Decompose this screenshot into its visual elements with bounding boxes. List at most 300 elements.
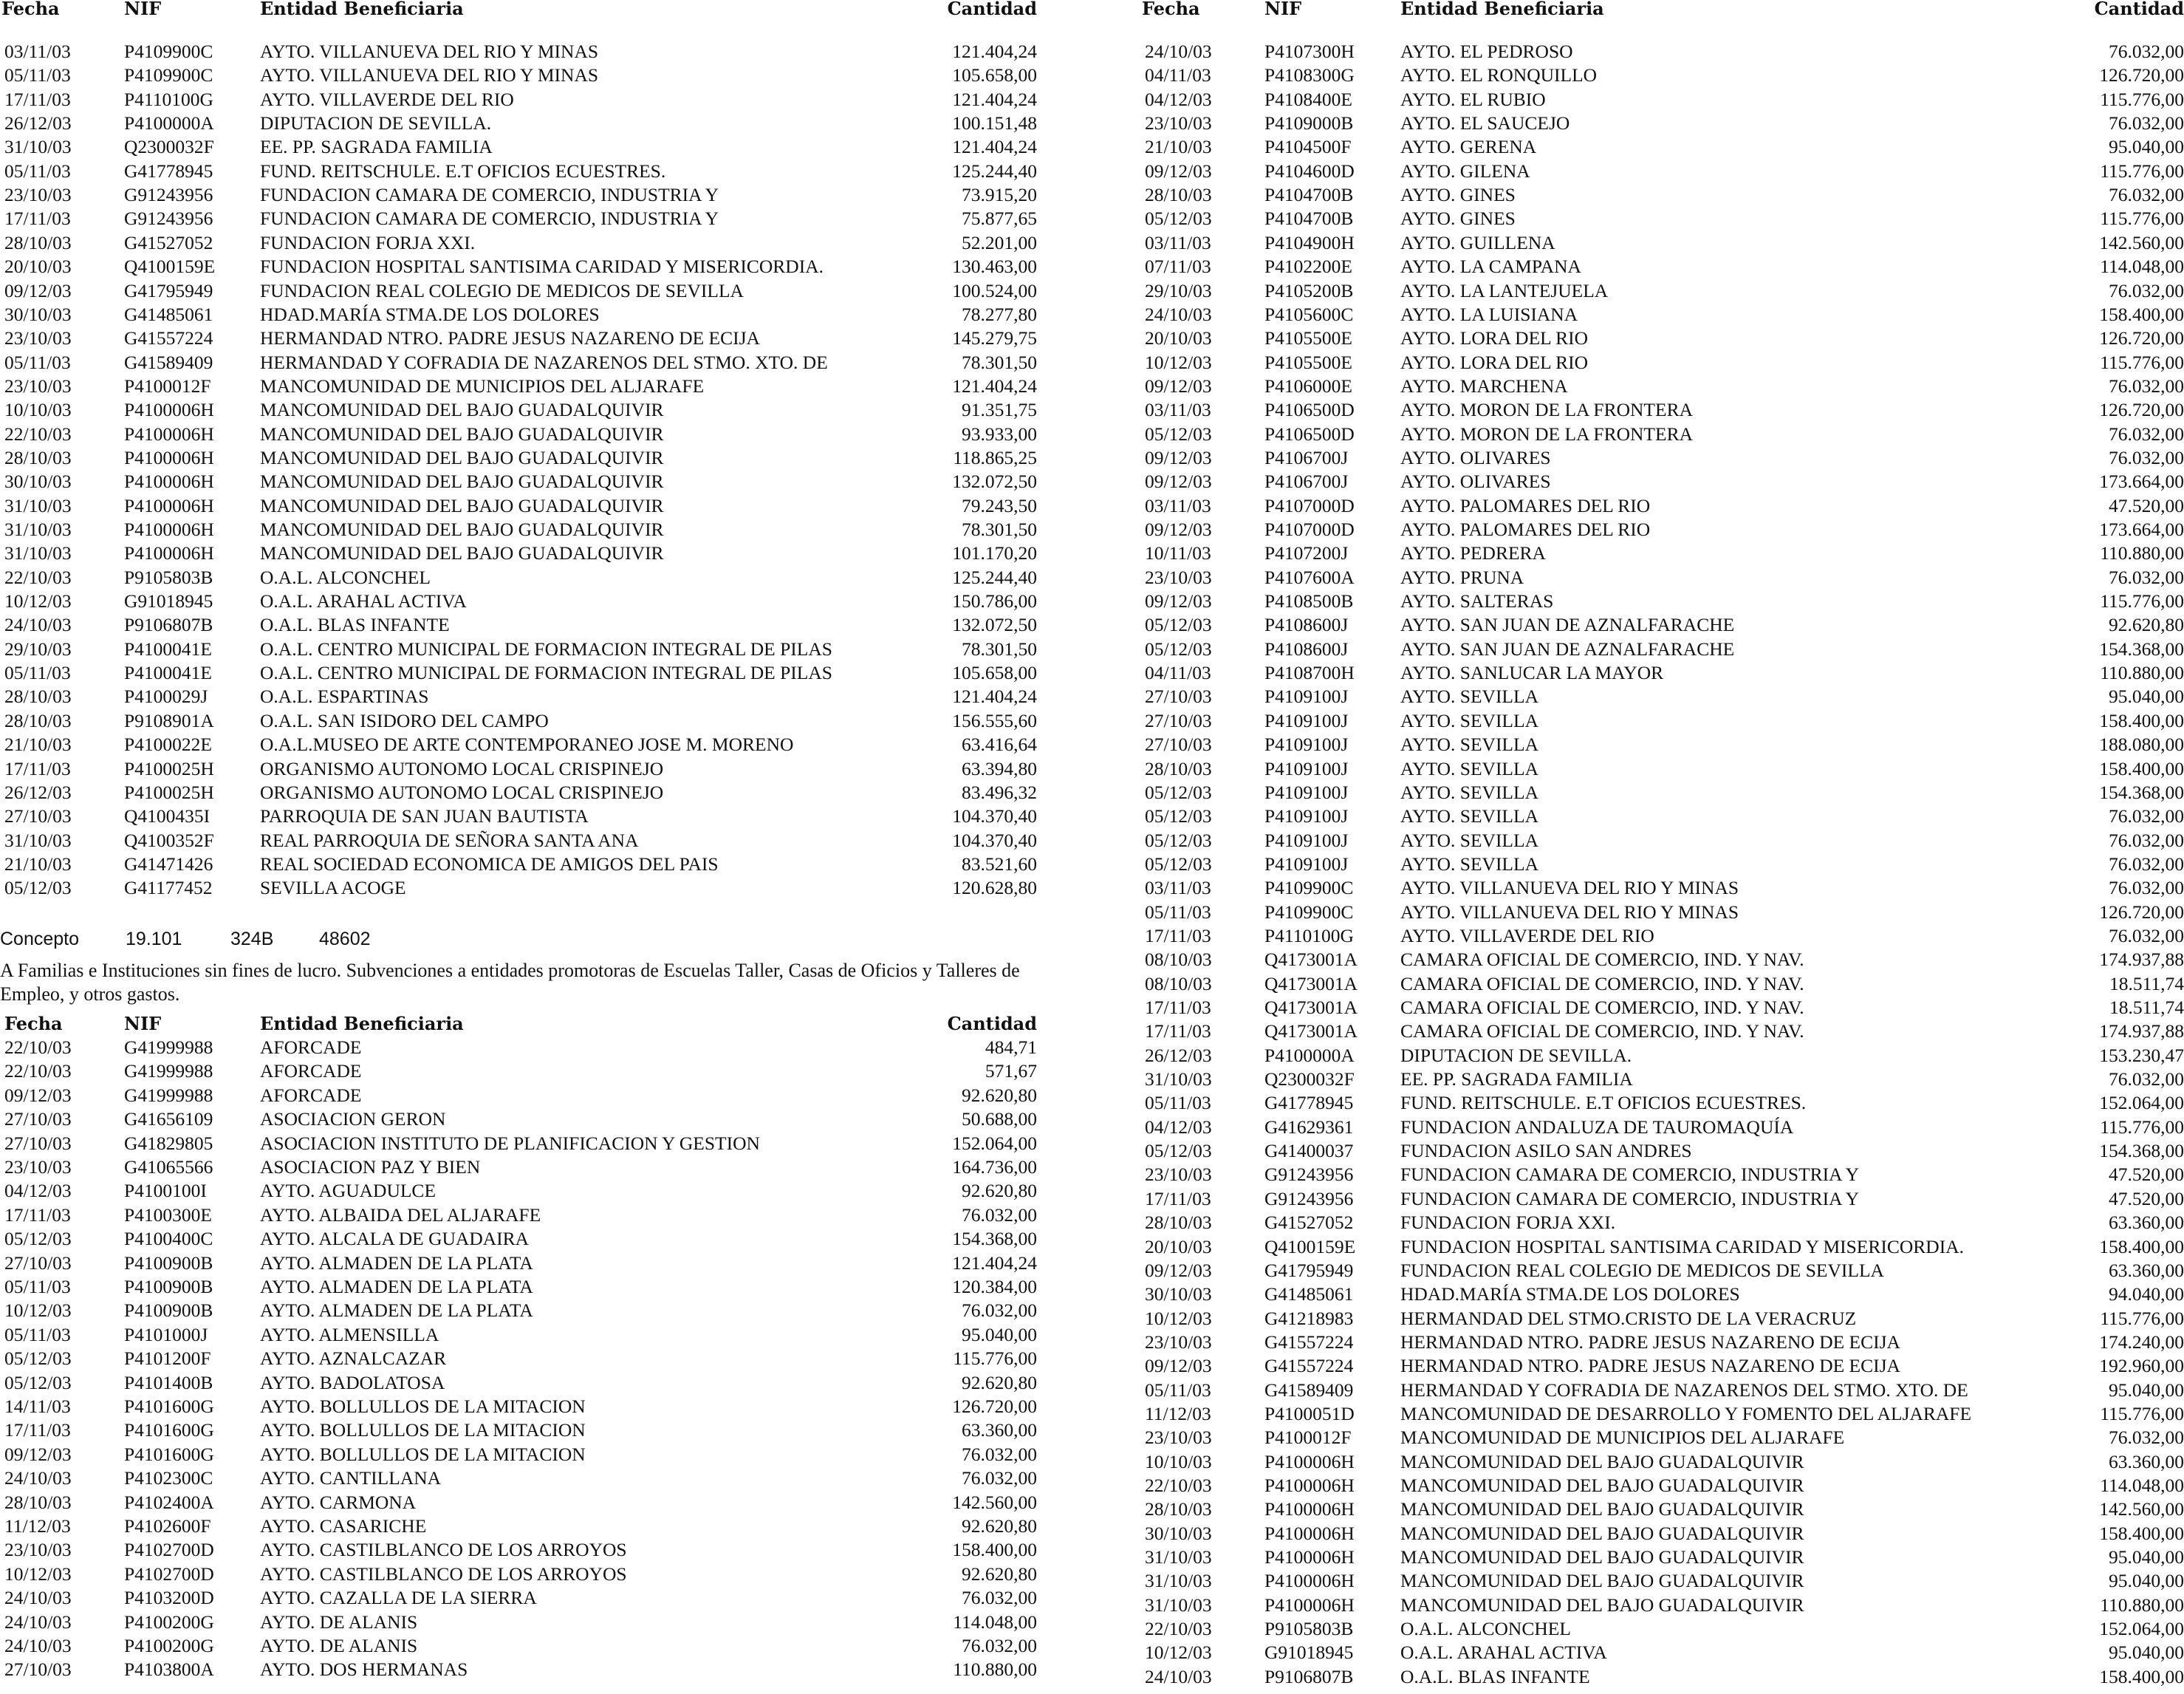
table-row (0, 135, 1046, 159)
row-entidad: MANCOMUNIDAD DEL BAJO GUADALQUIVIR (260, 494, 664, 516)
row-entidad: HERMANDAD NTRO. PADRE JESUS NAZARENO DE ECIJA (260, 327, 760, 349)
row-cantidad: 115.776,00 (2100, 160, 2184, 182)
row-entidad: AYTO. EL SAUCEJO (1400, 112, 1570, 134)
row-cantidad: 126.720,00 (2099, 327, 2184, 349)
row-nif: G41527052 (1264, 1212, 1354, 1234)
row-cantidad: 115.776,00 (2100, 351, 2184, 373)
row-fecha: 09/12/03 (1145, 1355, 1212, 1377)
row-fecha: 24/10/03 (1145, 1665, 1212, 1687)
concept-line (0, 926, 1046, 952)
row-fecha: 09/12/03 (1145, 1259, 1212, 1281)
row-fecha: 23/10/03 (1145, 1427, 1212, 1449)
row-cantidad: 76.032,00 (2109, 279, 2184, 301)
row-fecha: 23/10/03 (1145, 112, 1212, 134)
row-entidad: MANCOMUNIDAD DEL BAJO GUADALQUIVIR (260, 471, 664, 493)
row-fecha: 10/12/03 (4, 1299, 72, 1322)
row-fecha: 31/10/03 (4, 136, 72, 158)
row-fecha: 27/10/03 (1145, 709, 1212, 731)
table-row (0, 781, 1046, 805)
row-fecha: 05/12/03 (1145, 853, 1212, 875)
row-entidad: AYTO. OLIVARES (1400, 471, 1551, 493)
row-entidad: AYTO. EL RONQUILLO (1400, 64, 1598, 86)
row-entidad: O.A.L. CENTRO MUNICIPAL DE FORMACION INTEGRAL DE PILAS (260, 662, 832, 684)
table-row (0, 876, 1046, 900)
row-entidad: MANCOMUNIDAD DEL BAJO GUADALQUIVIR (260, 446, 664, 468)
row-fecha: 27/10/03 (1145, 686, 1212, 708)
row-nif: Q4100435I (124, 805, 210, 827)
row-entidad: AYTO. GERENA (1400, 136, 1537, 158)
row-entidad: O.A.L. ARAHAL ACTIVA (260, 590, 467, 612)
table-row (1140, 88, 2184, 112)
table-row (0, 423, 1046, 446)
row-fecha: 23/10/03 (1145, 566, 1212, 588)
row-nif: G41629361 (1264, 1116, 1354, 1138)
row-fecha: 22/10/03 (4, 1060, 72, 1082)
header-cantidad: Cantidad (947, 1013, 1037, 1034)
row-cantidad: 92.620,80 (962, 1562, 1037, 1585)
row-fecha: 09/12/03 (1145, 519, 1212, 540)
table-row (0, 375, 1046, 398)
table-row (0, 1491, 1046, 1514)
table-row (1140, 1091, 2184, 1115)
row-nif: P4100006H (124, 471, 214, 493)
row-fecha: 20/10/03 (1145, 327, 1212, 349)
row-fecha: 04/12/03 (1145, 1116, 1212, 1138)
row-cantidad: 158.400,00 (2099, 303, 2184, 325)
row-entidad: MANCOMUNIDAD DEL BAJO GUADALQUIVIR (1400, 1594, 1804, 1616)
row-fecha: 17/11/03 (4, 88, 71, 110)
table-row (0, 1299, 1046, 1322)
row-fecha: 17/11/03 (1145, 997, 1211, 1018)
table-row (1140, 1068, 2184, 1091)
row-fecha: 03/11/03 (1145, 231, 1211, 253)
row-cantidad: 152.064,00 (952, 1132, 1037, 1154)
row-cantidad: 95.040,00 (2109, 1570, 2184, 1592)
row-cantidad: 164.736,00 (952, 1156, 1037, 1178)
row-nif: P4100006H (1264, 1522, 1355, 1544)
table-row (0, 638, 1046, 661)
row-entidad: O.A.L. ARAHAL ACTIVA (1400, 1642, 1607, 1664)
row-nif: P4107300H (1264, 41, 1355, 62)
row-nif: P4105500E (1264, 351, 1353, 373)
row-nif: P4107000D (1264, 494, 1355, 516)
row-entidad: O.A.L. BLAS INFANTE (260, 614, 450, 636)
row-nif: G41829805 (124, 1132, 213, 1154)
row-nif: P4100006H (124, 446, 214, 468)
table-row (0, 160, 1046, 183)
row-fecha: 05/11/03 (4, 351, 71, 373)
row-cantidad: 76.032,00 (2109, 112, 2184, 134)
row-entidad: AYTO. BADOLATOSA (260, 1371, 445, 1393)
row-nif: Q4173001A (1264, 1020, 1358, 1042)
row-cantidad: 114.048,00 (2100, 1475, 2184, 1496)
row-nif: P4100041E (124, 662, 213, 684)
row-fecha: 23/10/03 (4, 327, 72, 349)
row-entidad: AYTO. CARMONA (260, 1491, 417, 1513)
row-nif: P4100300E (124, 1203, 213, 1226)
row-entidad: AYTO. PEDRERA (1400, 542, 1546, 564)
row-nif: P4100006H (124, 542, 214, 564)
row-entidad: AYTO. CASARICHE (260, 1515, 427, 1537)
concept-description: A Familias e Instituciones sin fines de lucro. Subvenciones a entidades promotoras de Escuelas Taller, Casas de Oficios y Talleres de Empleo, y otros gastos. (0, 960, 1020, 1005)
concept-code-3: 48602 (319, 929, 371, 949)
row-cantidad: 110.880,00 (2100, 662, 2184, 684)
table-row (1140, 1379, 2184, 1402)
header-entidad: Entidad Beneficiaria (260, 0, 464, 19)
row-entidad: FUNDACION FORJA XXI. (260, 231, 476, 253)
row-entidad: FUNDACION CAMARA DE COMERCIO, INDUSTRIA Y (1400, 1164, 1860, 1186)
table-row (1140, 398, 2184, 422)
row-entidad: AYTO. CAZALLA DE LA SIERRA (260, 1587, 537, 1609)
row-cantidad: 73.915,20 (962, 184, 1037, 206)
table-row (0, 494, 1046, 518)
table-row (0, 327, 1046, 350)
row-cantidad: 154.368,00 (2099, 781, 2184, 803)
row-entidad: AYTO. PRUNA (1400, 566, 1524, 588)
row-cantidad: 104.370,40 (952, 829, 1037, 851)
table-row (0, 255, 1046, 279)
row-entidad: AYTO. SEVILLA (1400, 709, 1539, 731)
row-fecha: 05/11/03 (4, 662, 71, 684)
row-cantidad: 115.776,00 (2100, 1116, 2184, 1138)
table-row (0, 590, 1046, 613)
row-nif: P4101400B (124, 1371, 213, 1393)
row-fecha: 27/10/03 (4, 1132, 72, 1154)
row-entidad: AYTO. ALCALA DE GUADAIRA (260, 1228, 530, 1250)
header-fecha: Fecha (1142, 0, 1200, 19)
row-fecha: 17/11/03 (4, 1203, 71, 1226)
row-cantidad: 76.032,00 (2109, 877, 2184, 899)
row-fecha: 28/10/03 (4, 1491, 72, 1513)
row-fecha: 29/10/03 (4, 638, 72, 660)
row-fecha: 05/12/03 (4, 1348, 72, 1370)
row-fecha: 04/12/03 (4, 1180, 72, 1202)
row-nif: G41589409 (124, 351, 213, 373)
table-row (0, 1418, 1046, 1442)
row-nif: P4106700J (1264, 446, 1349, 468)
row-cantidad: 158.400,00 (952, 1539, 1037, 1561)
row-nif: P4100200G (124, 1635, 214, 1656)
row-entidad: AYTO. MARCHENA (1400, 375, 1568, 397)
row-entidad: HERMANDAD NTRO. PADRE JESUS NAZARENO DE ECIJA (1400, 1355, 1900, 1377)
row-nif: P4103800A (124, 1659, 214, 1681)
row-nif: P4101600G (124, 1443, 214, 1465)
row-entidad: FUND. REITSCHULE. E.T OFICIOS ECUESTRES. (1400, 1092, 1807, 1114)
row-cantidad: 78.301,50 (962, 351, 1037, 373)
table-row (0, 613, 1046, 637)
row-nif: P4109900C (124, 41, 213, 62)
row-cantidad: 76.032,00 (962, 1203, 1037, 1226)
row-nif: P4100012F (1264, 1427, 1352, 1449)
row-entidad: O.A.L. BLAS INFANTE (1400, 1665, 1590, 1687)
table-row (0, 88, 1046, 112)
row-fecha: 09/12/03 (4, 279, 72, 301)
row-nif: G41218983 (1264, 1307, 1354, 1329)
table-row (0, 685, 1046, 708)
row-cantidad: 121.404,24 (952, 686, 1037, 708)
row-fecha: 31/10/03 (1145, 1546, 1212, 1568)
row-cantidad: 76.032,00 (962, 1299, 1037, 1322)
row-entidad: AYTO. GINES (1400, 184, 1516, 206)
row-entidad: MANCOMUNIDAD DEL BAJO GUADALQUIVIR (1400, 1498, 1804, 1520)
row-entidad: AYTO. ALMADEN DE LA PLATA (260, 1276, 533, 1297)
row-entidad: O.A.L.MUSEO DE ARTE CONTEMPORANEO JOSE M. MORENO (260, 734, 794, 756)
row-nif: P4100100I (124, 1180, 207, 1202)
row-cantidad: 63.360,00 (962, 1419, 1037, 1441)
table-row (1140, 1426, 2184, 1449)
table-row (0, 231, 1046, 255)
row-fecha: 10/12/03 (1145, 1307, 1212, 1329)
row-nif: G91243956 (1264, 1187, 1354, 1209)
row-cantidad: 114.048,00 (953, 1611, 1037, 1633)
row-nif: P4104500F (1264, 136, 1352, 158)
row-cantidad: 158.400,00 (2099, 1522, 2184, 1544)
row-fecha: 23/10/03 (4, 184, 72, 206)
row-entidad: EE. PP. SAGRADA FAMILIA (1400, 1068, 1633, 1090)
row-entidad: DIPUTACION DE SEVILLA. (260, 112, 492, 134)
row-fecha: 07/11/03 (1145, 256, 1211, 278)
table-row (0, 64, 1046, 87)
row-cantidad: 121.404,24 (952, 88, 1037, 110)
row-entidad: MANCOMUNIDAD DEL BAJO GUADALQUIVIR (1400, 1475, 1804, 1496)
row-cantidad: 52.201,00 (962, 231, 1037, 253)
row-entidad: AYTO. CASTILBLANCO DE LOS ARROYOS (260, 1562, 627, 1585)
row-entidad: PARROQUIA DE SAN JUAN BAUTISTA (260, 805, 589, 827)
row-cantidad: 95.040,00 (2109, 1546, 2184, 1568)
row-entidad: O.A.L. ALCONCHEL (1400, 1618, 1571, 1640)
row-entidad: ASOCIACION GERON (260, 1108, 446, 1130)
row-nif: Q4173001A (1264, 949, 1358, 971)
row-fecha: 28/10/03 (1145, 1212, 1212, 1234)
table-row (1140, 566, 2184, 590)
row-nif: P4100006H (1264, 1594, 1355, 1616)
row-nif: P4109100J (1264, 781, 1349, 803)
row-nif: P4108700H (1264, 662, 1355, 684)
row-cantidad: 63.360,00 (2109, 1450, 2184, 1472)
row-cantidad: 47.520,00 (2109, 1187, 2184, 1209)
table-row (0, 1634, 1046, 1658)
row-cantidad: 142.560,00 (2099, 1498, 2184, 1520)
row-cantidad: 76.032,00 (2109, 184, 2184, 206)
row-entidad: AYTO. LORA DEL RIO (1400, 351, 1589, 373)
row-cantidad: 76.032,00 (2109, 446, 2184, 468)
row-fecha: 10/12/03 (1145, 1642, 1212, 1664)
table-row (1140, 160, 2184, 183)
table-row (1140, 1211, 2184, 1234)
table-row (0, 1586, 1046, 1610)
table-row (1140, 64, 2184, 87)
row-cantidad: 95.040,00 (2109, 1379, 2184, 1401)
row-entidad: AYTO. BOLLULLOS DE LA MITACION (260, 1396, 586, 1417)
row-nif: P4104700B (1264, 184, 1354, 206)
row-cantidad: 47.520,00 (2109, 1164, 2184, 1186)
concept-code-2: 324B (230, 929, 274, 949)
row-entidad: AYTO. LA CAMPANA (1400, 256, 1581, 278)
row-nif: G41999988 (124, 1060, 213, 1082)
header-fecha: Fecha (4, 1013, 63, 1034)
row-entidad: AYTO. SEVILLA (1400, 757, 1539, 779)
row-entidad: MANCOMUNIDAD DEL BAJO GUADALQUIVIR (1400, 1570, 1804, 1592)
row-entidad: CAMARA OFICIAL DE COMERCIO, IND. Y NAV. (1400, 1020, 1804, 1042)
row-fecha: 31/10/03 (4, 519, 72, 540)
table-row (1140, 853, 2184, 876)
row-fecha: 24/10/03 (4, 1467, 72, 1489)
row-nif: G41589409 (1264, 1379, 1354, 1401)
row-fecha: 23/10/03 (4, 375, 72, 397)
row-cantidad: 83.496,32 (962, 781, 1037, 803)
table-row (0, 1275, 1046, 1299)
row-cantidad: 120.628,80 (952, 877, 1037, 899)
row-nif: P4109900C (1264, 901, 1354, 923)
table-row (0, 40, 1046, 64)
row-fecha: 11/12/03 (1145, 1402, 1211, 1424)
row-entidad: AFORCADE (260, 1084, 362, 1106)
row-fecha: 17/11/03 (4, 757, 71, 779)
row-nif: P4100006H (124, 519, 214, 540)
table-row (0, 853, 1046, 876)
row-entidad: O.A.L. CENTRO MUNICIPAL DE FORMACION INTEGRAL DE PILAS (260, 638, 832, 660)
table-row (1140, 135, 2184, 159)
row-cantidad: 76.032,00 (2109, 1068, 2184, 1090)
table-row (1140, 1020, 2184, 1043)
row-entidad: FUNDACION REAL COLEGIO DE MEDICOS DE SEVILLA (1400, 1259, 1884, 1281)
row-entidad: HDAD.MARÍA STMA.DE LOS DOLORES (260, 303, 600, 325)
row-nif: P4109100J (1264, 829, 1349, 851)
row-cantidad: 76.032,00 (2109, 41, 2184, 62)
row-fecha: 28/10/03 (4, 446, 72, 468)
row-cantidad: 76.032,00 (962, 1467, 1037, 1489)
row-entidad: REAL SOCIEDAD ECONOMICA DE AMIGOS DEL PAIS (260, 853, 719, 875)
row-cantidad: 154.368,00 (2099, 1140, 2184, 1162)
row-fecha: 27/10/03 (4, 1251, 72, 1274)
table-row (0, 1227, 1046, 1251)
row-cantidad: 101.170,20 (952, 542, 1037, 564)
row-entidad: CAMARA OFICIAL DE COMERCIO, IND. Y NAV. (1400, 972, 1804, 994)
row-fecha: 22/10/03 (1145, 1475, 1212, 1496)
row-fecha: 21/10/03 (4, 853, 72, 875)
row-fecha: 28/10/03 (4, 709, 72, 731)
row-nif: P4102400A (124, 1491, 214, 1513)
table-row (1140, 1044, 2184, 1068)
row-cantidad: 158.400,00 (2099, 757, 2184, 779)
row-nif: G41999988 (124, 1036, 213, 1058)
table-row (1140, 1594, 2184, 1617)
row-entidad: AYTO. SEVILLA (1400, 853, 1539, 875)
row-entidad: AYTO. EL PEDROSO (1400, 41, 1573, 62)
table-row (1140, 590, 2184, 613)
row-fecha: 27/10/03 (4, 1108, 72, 1130)
row-entidad: AYTO. CANTILLANA (260, 1467, 442, 1489)
row-entidad: REAL PARROQUIA DE SEÑORA SANTA ANA (260, 829, 639, 851)
row-nif: G41485061 (124, 303, 213, 325)
row-nif: P4101600G (124, 1419, 214, 1441)
row-cantidad: 126.720,00 (2099, 64, 2184, 86)
row-entidad: FUNDACION ANDALUZA DE TAUROMAQUÍA (1400, 1116, 1794, 1138)
header-nif: NIF (124, 0, 162, 19)
table-row (1140, 1283, 2184, 1306)
row-cantidad: 152.064,00 (2099, 1618, 2184, 1640)
header-entidad: Entidad Beneficiaria (260, 1013, 464, 1034)
row-cantidad: 142.560,00 (952, 1491, 1037, 1513)
row-cantidad: 95.040,00 (2109, 686, 2184, 708)
row-entidad: AYTO. DOS HERMANAS (260, 1659, 468, 1681)
row-fecha: 26/12/03 (4, 781, 72, 803)
table-row (1140, 901, 2184, 924)
row-cantidad: 114.048,00 (2100, 256, 2184, 278)
table-row (0, 351, 1046, 375)
row-fecha: 24/10/03 (1145, 41, 1212, 62)
row-fecha: 03/11/03 (1145, 399, 1211, 421)
row-entidad: AYTO. SEVILLA (1400, 805, 1539, 827)
row-cantidad: 63.360,00 (2109, 1259, 2184, 1281)
row-entidad: FUND. REITSCHULE. E.T OFICIOS ECUESTRES. (260, 160, 666, 182)
table-row (0, 1132, 1046, 1155)
row-fecha: 09/12/03 (4, 1443, 72, 1465)
row-entidad: O.A.L. SAN ISIDORO DEL CAMPO (260, 709, 549, 731)
row-nif: P4101000J (124, 1323, 208, 1345)
row-fecha: 22/10/03 (1145, 1618, 1212, 1640)
table-row (1140, 1641, 2184, 1664)
table-row (1140, 112, 2184, 135)
row-nif: P4108500B (1264, 590, 1354, 612)
row-fecha: 31/10/03 (1145, 1594, 1212, 1616)
row-entidad: HERMANDAD NTRO. PADRE JESUS NAZARENO DE ECIJA (1400, 1331, 1900, 1353)
row-nif: P4100200G (124, 1611, 214, 1633)
table-row (0, 1538, 1046, 1562)
row-nif: G41065566 (124, 1156, 213, 1178)
row-entidad: AYTO. ALMENSILLA (260, 1323, 439, 1345)
row-fecha: 09/12/03 (1145, 375, 1212, 397)
row-cantidad: 76.032,00 (962, 1443, 1037, 1465)
row-nif: P4104900H (1264, 231, 1355, 253)
row-cantidad: 78.301,50 (962, 519, 1037, 540)
row-cantidad: 126.720,00 (2099, 901, 2184, 923)
row-fecha: 24/10/03 (1145, 303, 1212, 325)
row-cantidad: 76.032,00 (2109, 423, 2184, 445)
concept-code-1: 19.101 (126, 929, 182, 949)
row-nif: P4107200J (1264, 542, 1349, 564)
row-fecha: 17/11/03 (4, 208, 71, 230)
row-entidad: FUNDACION CAMARA DE COMERCIO, INDUSTRIA Y (1400, 1187, 1860, 1209)
row-cantidad: 121.404,24 (952, 136, 1037, 158)
row-entidad: MANCOMUNIDAD DEL BAJO GUADALQUIVIR (260, 542, 664, 564)
row-fecha: 20/10/03 (1145, 1235, 1212, 1257)
table-row (0, 1347, 1046, 1370)
table-row (1140, 661, 2184, 685)
table-row (0, 1036, 1046, 1059)
table-row (1140, 1665, 2184, 1689)
table-row (0, 1514, 1046, 1538)
table-row (1140, 1187, 2184, 1211)
row-nif: P4106500D (1264, 399, 1355, 421)
row-cantidad: 120.384,00 (952, 1276, 1037, 1297)
row-cantidad: 110.880,00 (2100, 1594, 2184, 1616)
row-entidad: AYTO. SANLUCAR LA MAYOR (1400, 662, 1664, 684)
row-nif: P4109100J (1264, 853, 1349, 875)
row-cantidad: 63.394,80 (962, 757, 1037, 779)
table-row (1140, 709, 2184, 733)
row-nif: G41485061 (1264, 1283, 1354, 1305)
row-fecha: 31/10/03 (4, 829, 72, 851)
row-nif: P4102700D (124, 1539, 214, 1561)
row-fecha: 08/10/03 (1145, 972, 1212, 994)
row-cantidad: 571,67 (985, 1060, 1037, 1082)
row-entidad: MANCOMUNIDAD DEL BAJO GUADALQUIVIR (260, 399, 664, 421)
row-fecha: 28/10/03 (4, 231, 72, 253)
table-row (1140, 423, 2184, 446)
table-row (1140, 375, 2184, 398)
row-cantidad: 92.620,80 (962, 1515, 1037, 1537)
